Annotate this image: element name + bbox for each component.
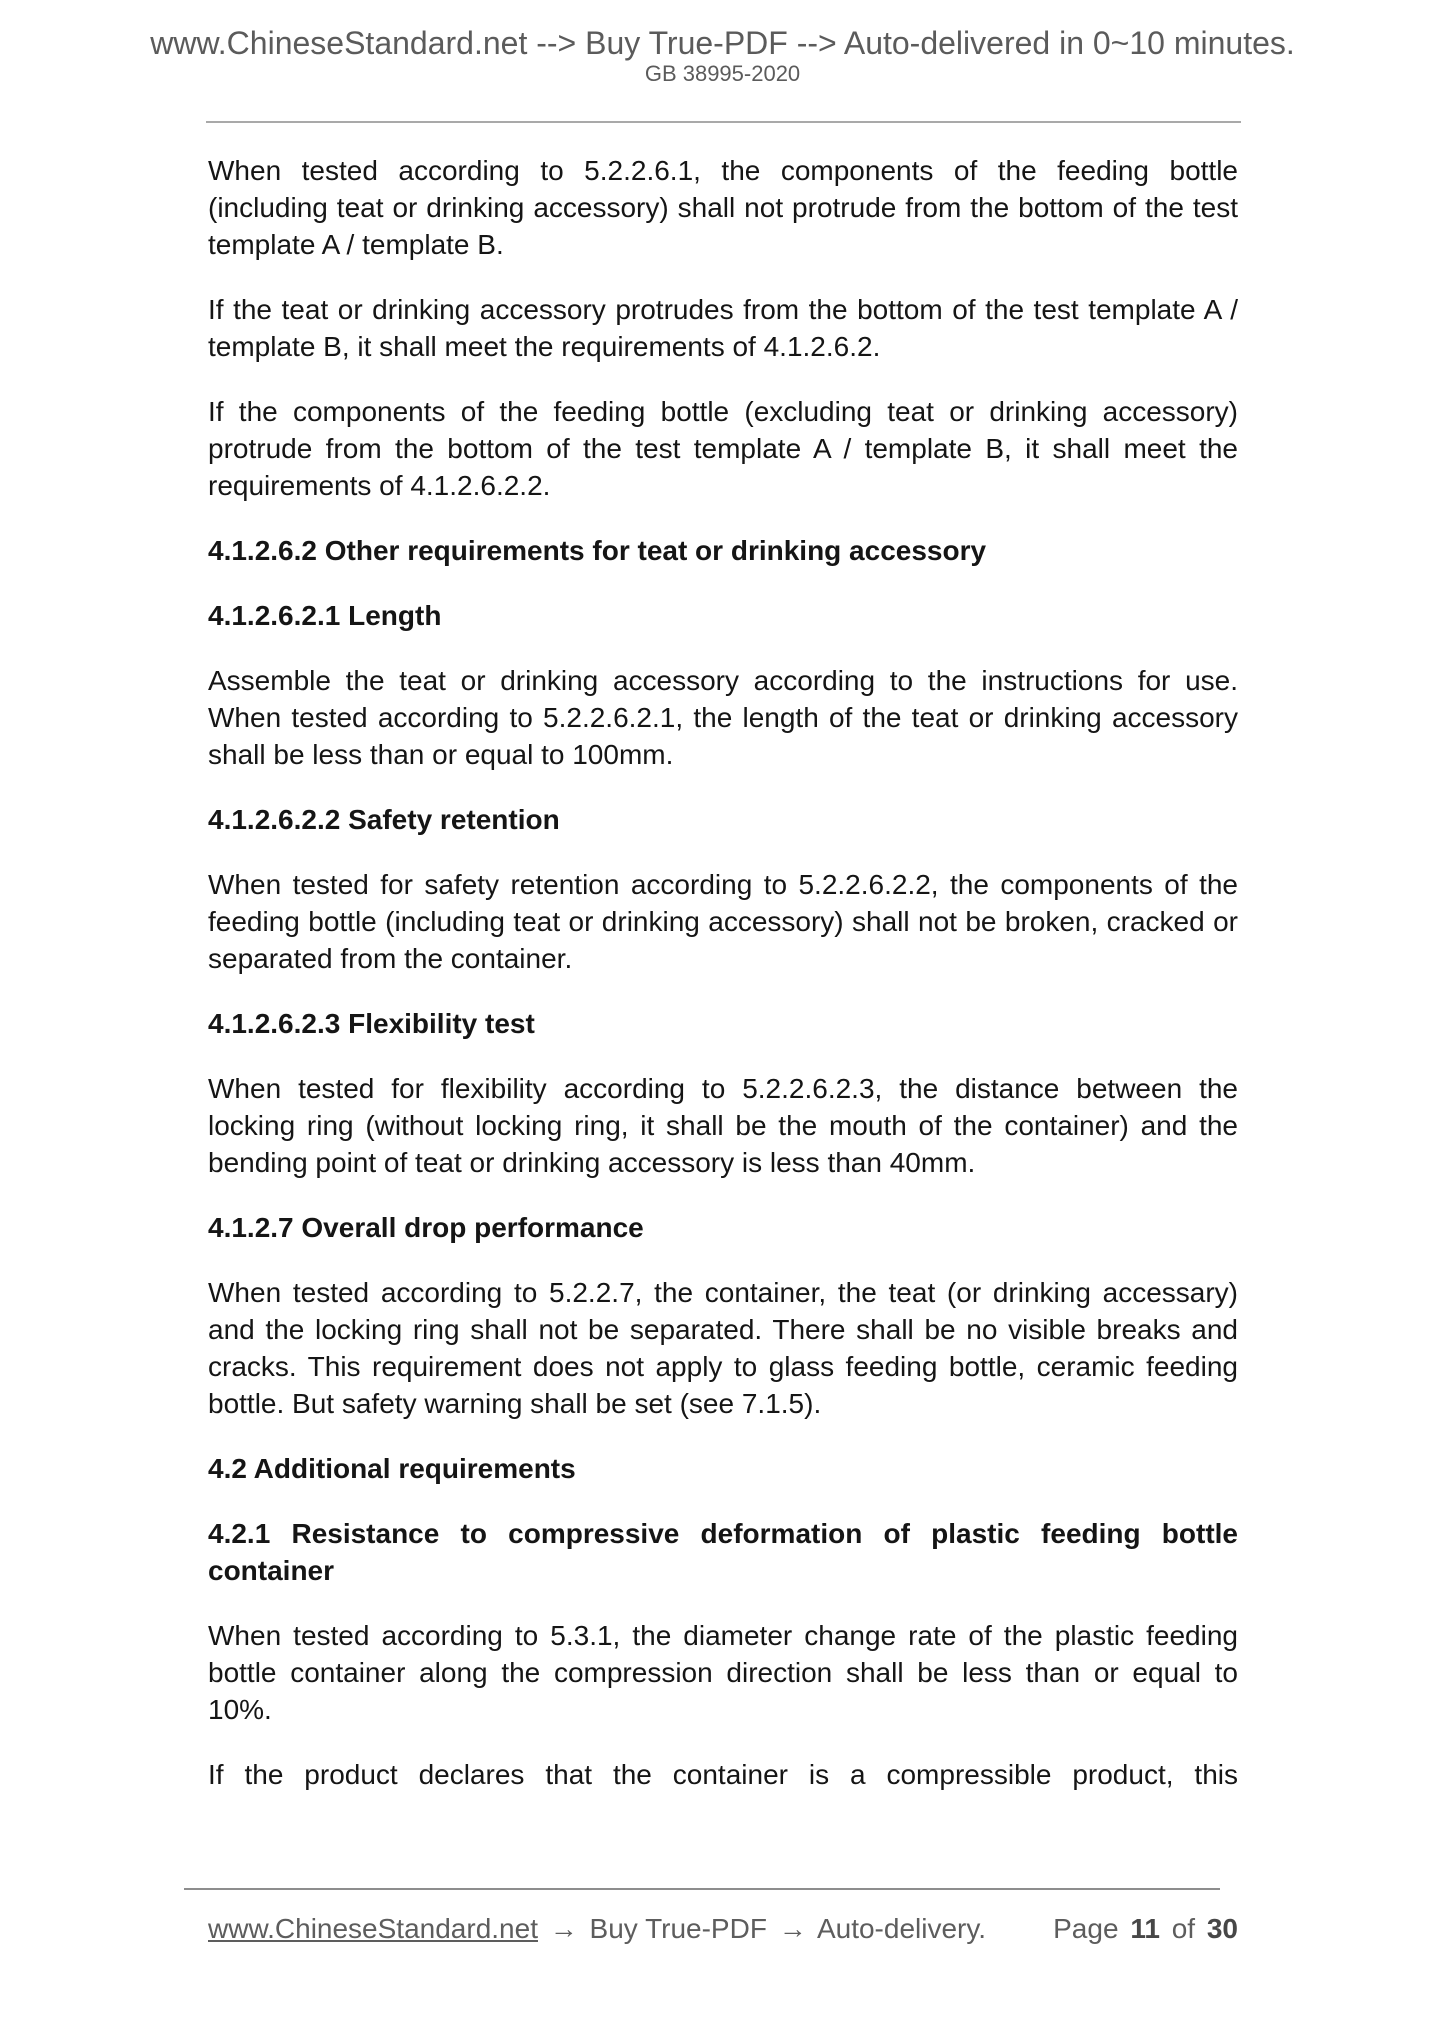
section-heading: 4.2 Additional requirements [208, 1453, 576, 1484]
paragraph: When tested according to 5.2.2.7, the container, the teat (or drinking accessary) and the locking ring shall not be separated. There shall be no visible breaks and cracks. This requirement does not apply to glass feeding bottle, ceramic feeding bottle. But safety warning shall be set (see 7.1.5). [208, 1277, 1238, 1419]
section-heading: 4.2.1 Resistance to compressive deformation of plastic feeding bottle container [208, 1518, 1238, 1586]
page-header [0, 26, 1445, 86]
footer-page-total: 30 [1206, 1913, 1238, 1944]
paragraph: If the teat or drinking accessory protrudes from the bottom of the test template A / template B, it shall meet the requirements of 4.1.2.6.2. [208, 294, 1238, 362]
section-heading: 4.1.2.7 Overall drop performance [208, 1212, 644, 1243]
footer-buy-text: Buy True-PDF [589, 1913, 767, 1944]
page-footer [208, 1912, 1238, 1946]
footer-of-label: of [1171, 1913, 1196, 1944]
footer-page-label: Page [1053, 1913, 1119, 1944]
header-site-banner: www.ChineseStandard.net --> Buy True-PDF --> Auto-delivered in 0~10 minutes. [150, 25, 1295, 61]
arrow-right-icon: → [778, 1913, 807, 1944]
paragraph: When tested according to 5.2.2.6.1, the components of the feeding bottle (including teat or drinking accessory) shall not protrude from the bottom of the test template A / template B. [208, 155, 1238, 260]
section-heading: 4.1.2.6.2.3 Flexibility test [208, 1008, 535, 1039]
footer-page-indicator [1049, 1912, 1238, 1946]
section-heading: 4.1.2.6.2.2 Safety retention [208, 804, 560, 835]
paragraph: If the product declares that the container is a compressible product, this [208, 1759, 1238, 1790]
section-heading: 4.1.2.6.2.1 Length [208, 600, 442, 631]
footer-page-current: 11 [1130, 1913, 1160, 1944]
arrow-right-icon: → [549, 1913, 578, 1944]
paragraph: When tested for flexibility according to 5.2.2.6.2.3, the distance between the locking ring (without locking ring, it shall be the mouth of the container) and the bending point of teat or drinking accessory is less than 40mm. [208, 1073, 1238, 1178]
section-heading: 4.1.2.6.2 Other requirements for teat or drinking accessory [208, 535, 987, 566]
footer-site-line [208, 1912, 990, 1946]
paragraph: When tested for safety retention according to 5.2.2.6.2.2, the components of the feeding bottle (including teat or drinking accessory) shall not be broken, cracked or separated from the container. [208, 869, 1238, 974]
footer-divider [184, 1888, 1220, 1890]
footer-delivery-text: Auto-delivery. [816, 1913, 987, 1944]
document-body [208, 152, 1238, 1821]
footer-site-link[interactable]: www.ChineseStandard.net [208, 1913, 538, 1944]
header-divider [206, 121, 1241, 123]
header-doc-code: GB 38995-2020 [644, 61, 801, 86]
paragraph: Assemble the teat or drinking accessory according to the instructions for use. When tested according to 5.2.2.6.2.1, the length of the teat or drinking accessory shall be less than or equal to 100mm. [208, 665, 1238, 770]
paragraph: If the components of the feeding bottle (excluding teat or drinking accessory) protrude from the bottom of the test template A / template B, it shall meet the requirements of 4.1.2.6.2.2. [208, 396, 1238, 501]
paragraph: When tested according to 5.3.1, the diameter change rate of the plastic feeding bottle container along the compression direction shall be less than or equal to 10%. [208, 1620, 1238, 1725]
